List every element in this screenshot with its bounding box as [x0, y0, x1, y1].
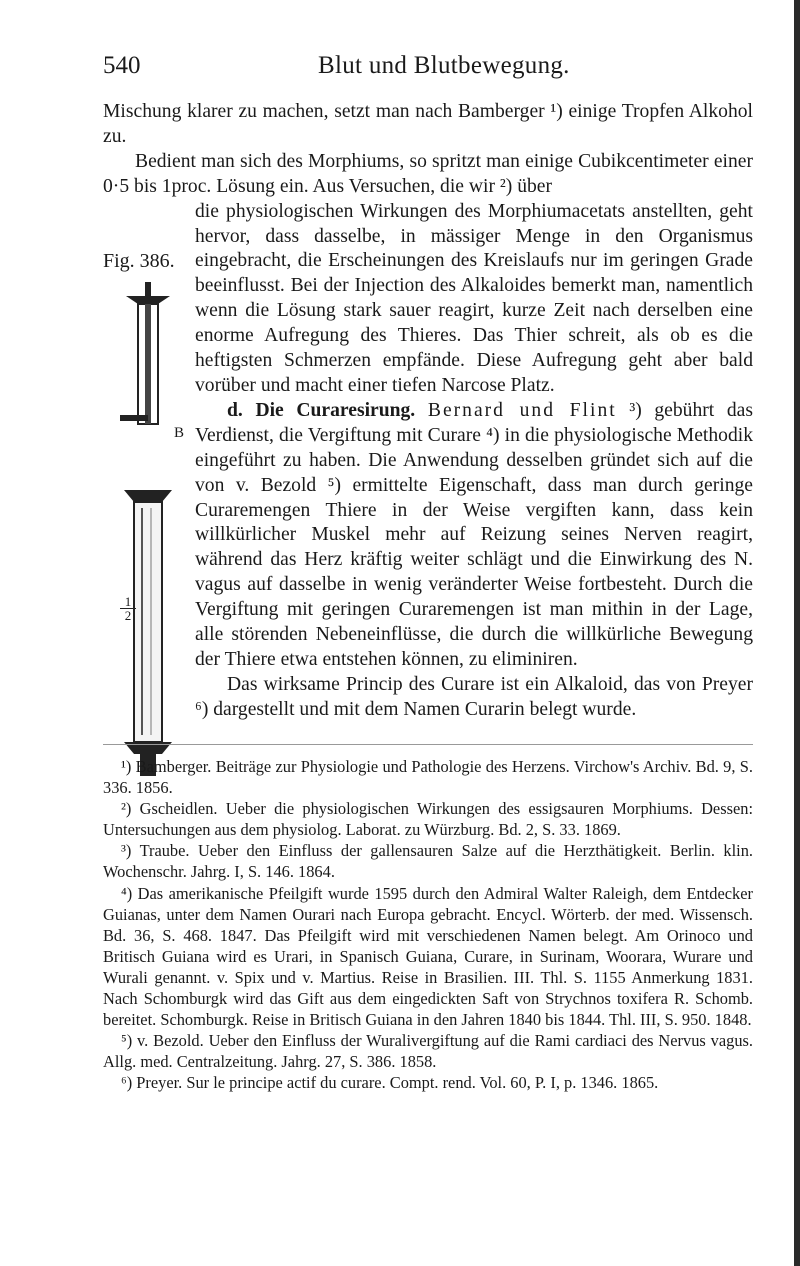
paragraph-1: Mischung klarer zu machen, setzt man nach Bamberger ¹) einige Tropfen Alkohol zu. [103, 101, 753, 147]
paragraph-2b: die physiologischen Wirkungen des Morphiumacetats anstellten, geht hervor, dass dasselbe, in mässiger Menge in den Organismus eingebracht, die Erscheinungen des Kreislaufs nur im geringen Grade beeinflusst. Bei der Injection des Alkaloides bemerkt man, namentlich wenn die Lösung stark sauer reagirt, kurze Zeit nach derselben eine enorme Aufregung des Thieres. Das Thier schreit, als ob es die heftigsten Schmerzen empfände. Diese Aufregung geht aber bald vorüber und macht einer tiefen Narcose Platz. [195, 200, 753, 396]
footnote-4: ⁴) Das amerikanische Pfeilgift wurde 1595 durch den Admiral Walter Raleigh, dem Entdecker Guianas, unter dem Namen Ourari nach Europa gebracht. Encycl. Wörterb. der med. Wissensch. Bd. 36, S. 468. 1847. Das Pfeilgift wird mit verschiedenen Namen belegt. Am Orinoco und Britisch Guiana wird es Urari, in Spanisch Guiana, Curare, in Surinam, Woorara, Wurare und Wurali genannt. v. Spix und v. Martius. Reise in Brasilien. III. Thl. S. 1155 Anmerkung 1831. Nach Schomburgk wird das Gift aus dem eingedickten Saft von Strychnos toxifera R. Schomb. bereitet. Schomburgk. Reise in Britisch Guiana in den Jahren 1840 bis 1844. Thl. III, S. 950. 1848. [103, 883, 753, 1030]
scale-numerator: 1 [120, 595, 136, 609]
author-names: Bernard und Flint [427, 399, 617, 421]
footnote-5: ⁵) v. Bezold. Ueber den Einfluss der Wuralivergiftung auf die Rami cardiaci des Nervus vagus. Allg. med. Centralzeitung. Jahrg. 27, S. 386. 1858. [103, 1031, 753, 1072]
figure-label: Fig. 386. [103, 250, 175, 272]
footnote-6: ⁶) Preyer. Sur le principe actif du curare. Compt. rend. Vol. 60, P. I, p. 1346. 1865. [121, 1073, 659, 1093]
page-edge-shadow [794, 0, 800, 1266]
running-title: Blut und Blutbewegung. [318, 52, 570, 79]
body-text [103, 100, 753, 723]
text-beside-figure [195, 200, 753, 723]
footnote-2: ²) Gscheidlen. Ueber die physiologischen Wirkungen des essigsauren Morphiums. Dessen: Untersuchungen aus dem physiolog. Laborat. zu Würzburg. Bd. 2, S. 33. 1869. [103, 799, 753, 840]
footnote-1: ¹) Bamberger. Beiträge zur Physiologie und Pathologie des Herzens. Virchow's Archiv. Bd. 9, S. 336. 1856. [103, 757, 753, 798]
page-number: 540 [103, 52, 141, 79]
section-heading: d. Die Curaresirung. [227, 399, 416, 421]
paragraph-2a: Bedient man sich des Morphiums, so spritzt man einige Cubikcentimeter einer 0·5 bis 1proc. Lösung ein. Aus Versuchen, die wir ²) über [103, 150, 753, 197]
footnote-rule [103, 744, 753, 745]
scale-denominator: 2 [124, 608, 132, 623]
paragraph-3-text: ³) gebührt das Verdienst, die Vergiftung mit Curare ⁴) in die physiologische Methodik eingeführt zu haben. Die Anwendung desselben gründet sich auf die von v. Bezold ⁵) ermittelte Eigenschaft, dass man durch geringe Curaremengen Thiere in der Weise vergiften kann, dass kein willkürlicher Muskel mehr auf Reizung seines Nerven reagirt, während das Herz kräftig weiter schlägt und die Einwirkung des N. vagus auf dasselbe in wenig veränderter Weise fortbesteht. Durch die Vergiftung mit geringen Curaremengen ist man mithin in der Lage, alle störenden Nebeneinflüsse, die durch die willkürliche Bewegung der Thiere etwa entstehen können, zu eliminiren. [195, 399, 754, 670]
page-header [103, 52, 753, 92]
figure-marker-b: B [174, 425, 185, 441]
footnote-3: ³) Traube. Ueber den Einfluss der gallensauren Salze auf die Herzthätigkeit. Berlin. klin. Wochenschr. Jahrg. I, S. 146. 1864. [103, 841, 753, 882]
paragraph-3 [195, 399, 753, 673]
footnotes [103, 756, 753, 1094]
paragraph-4: Das wirksame Princip des Curare ist ein Alkaloid, das von Preyer ⁶) dargestellt und mit dem Namen Curarin belegt wurde. [195, 673, 753, 720]
